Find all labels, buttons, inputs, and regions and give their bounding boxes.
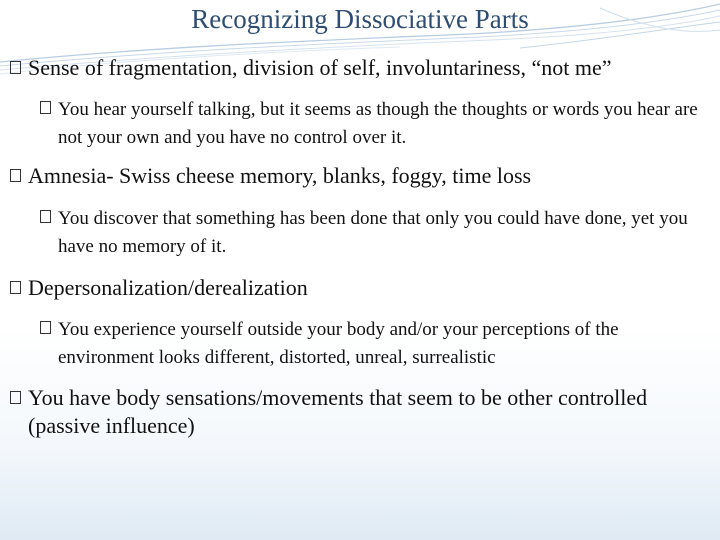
bullet-box-icon: [40, 203, 58, 231]
bullet-text: Sense of fragmentation, division of self, involuntariness, “not me”: [28, 55, 612, 80]
slide-title: Recognizing Dissociative Parts: [191, 4, 529, 34]
bullet-box-icon: [10, 163, 28, 190]
bullet-item-fragmentation: [10, 54, 611, 82]
bullet-text: Depersonalization/derealization: [28, 275, 308, 300]
bullet-text: You experience yourself outside your body and/or your perceptions of the environment looks different, distorted, unreal, surrealistic: [58, 319, 619, 368]
bullet-text: You discover that something has been done that only you could have done, yet you have no memory of it.: [58, 208, 688, 257]
sub-bullet-item-hear-talking: [10, 94, 710, 152]
sub-bullet-item-outside-body: [10, 314, 710, 372]
bullet-box-icon: [10, 385, 28, 412]
bullet-text: You hear yourself talking, but it seems as though the thoughts or words you hear are not your own and you have no control over it.: [58, 99, 698, 148]
sub-bullet-item-discover-done: [10, 203, 710, 261]
bullet-box-icon: [40, 94, 58, 122]
bullet-text: You have body sensations/movements that seem to be other controlled (passive influence): [28, 385, 648, 438]
bullet-text: Amnesia- Swiss cheese memory, blanks, foggy, time loss: [28, 163, 532, 188]
bullet-box-icon: [10, 275, 28, 302]
bullet-item-amnesia: [10, 162, 531, 190]
bullet-item-depersonalization: [10, 274, 308, 302]
bullet-box-icon: [10, 55, 28, 82]
bullet-box-icon: [40, 314, 58, 342]
bullet-item-body-sensations: [10, 384, 710, 439]
